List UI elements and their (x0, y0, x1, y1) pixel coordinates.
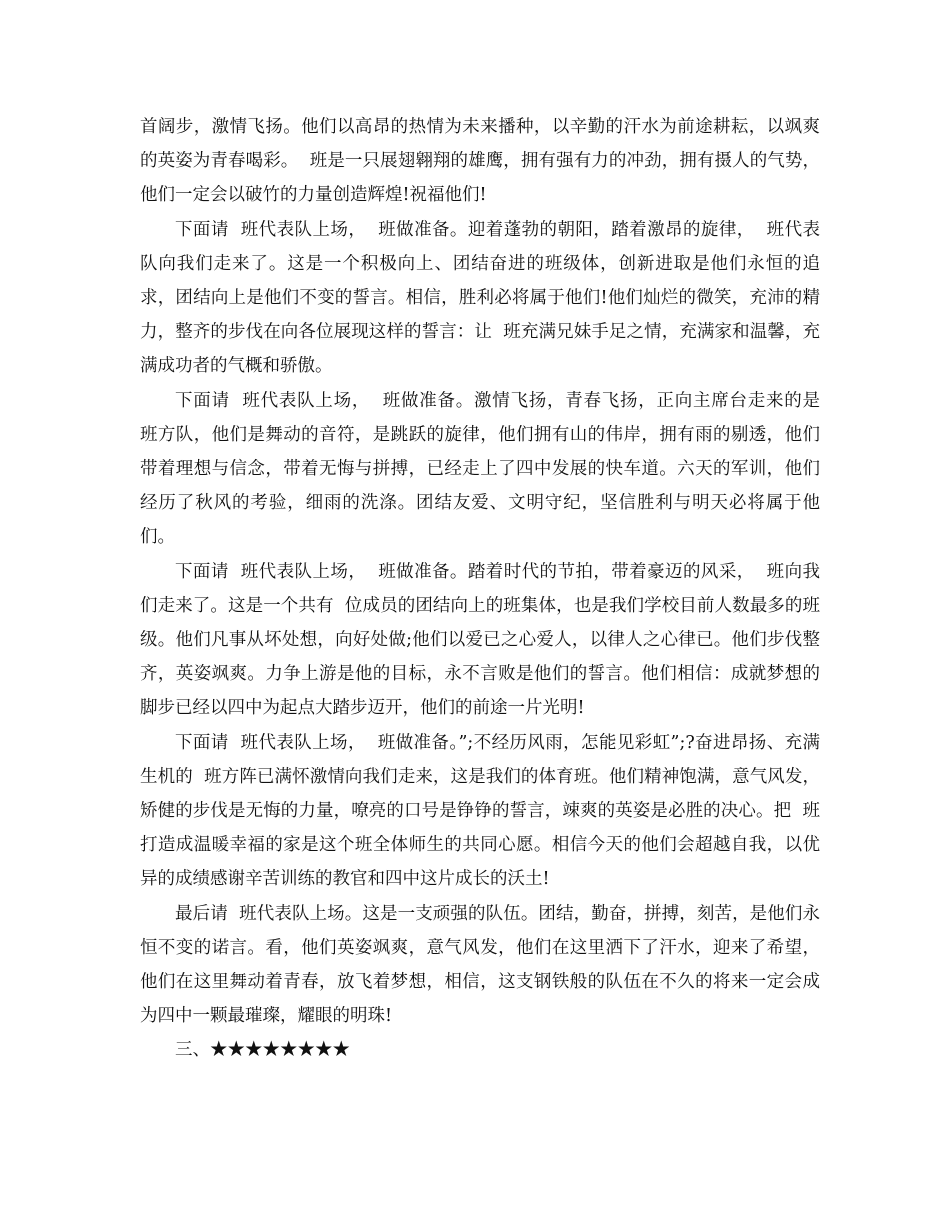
paragraph: 最后请 班代表队上场。这是一支顽强的队伍。团结，勤奋，拼搏，刻苦，是他们永恒不变的诺言。看，他们英姿飒爽，意气风发，他们在这里洒下了汗水，迎来了希望，他们在这里舞动着青春，放飞着梦想，相信，这支钢铁般的队伍在不久的将来一定会成为四中一颗最璀璨，耀眼的明珠! (140, 903, 820, 1027)
paragraph: 下面请 班代表队上场， 班做准备。踏着时代的节拍，带着豪迈的风采， 班向我们走来了。这是一个共有 位成员的团结向上的班集体，也是我们学校目前人数最多的班级。他们凡事从坏处想，向好处做;他们以爱已之心爱人，以律人之心律已。他们步伐整齐，英姿飒爽。力争上游是他的目标，永不言败是他们的誓言。他们相信：成就梦想的脚步已经以四中为起点大踏步迈开，他们的前途一片光明! (140, 561, 820, 719)
paragraph-continuation: 首阔步，激情飞扬。他们以高昂的热情为未来播种，以辛勤的汗水为前途耕耘，以飒爽的英姿为青春喝彩。 班是一只展翅翱翔的雄鹰，拥有强有力的冲劲，拥有摄人的气势，他们一定会以破竹的力量创造辉煌!祝福他们! (140, 117, 820, 206)
document-body (140, 110, 832, 1068)
paragraph: 下面请 班代表队上场， 班做准备。激情飞扬，青春飞扬，正向主席台走来的是 班方队，他们是舞动的音符，是跳跃的旋律，他们拥有山的伟岸，拥有雨的剔透，他们带着理想与信念，带着无悔与拼搏，已经走上了四中发展的快车道。六天的军训，他们经历了秋风的考验，细雨的洗涤。团结友爱、文明守纪，坚信胜利与明天必将属于他们。 (140, 390, 832, 548)
section-heading: 三、★★★★★★★★ (175, 1040, 350, 1061)
paragraph: 下面请 班代表队上场， 班做准备。”;不经历风雨，怎能见彩虹”;?奋进昂扬、充满生机的 班方阵已满怀激情向我们走来，这是我们的体育班。他们精神饱满，意气风发，矫健的步伐是无悔的力量，嘹亮的口号是铮铮的誓言，竦爽的英姿是必胜的决心。把 班打造成温暖幸福的家是这个班全体师生的共同心愿。相信今天的他们会超越自我，以优异的成绩感谢辛苦训练的教官和四中这片成长的沃土! (140, 732, 820, 890)
paragraph: 下面请 班代表队上场， 班做准备。迎着蓬勃的朝阳，踏着激昂的旋律， 班代表队向我们走来了。这是一个积极向上、团结奋进的班级体，创新进取是他们永恒的追求，团结向上是他们不变的誓言。相信，胜利必将属于他们!他们灿烂的微笑，充沛的精力，整齐的步伐在向各位展现这样的誓言：让 班充满兄妹手足之情，充满家和温馨，充满成功者的气概和骄傲。 (140, 219, 820, 377)
